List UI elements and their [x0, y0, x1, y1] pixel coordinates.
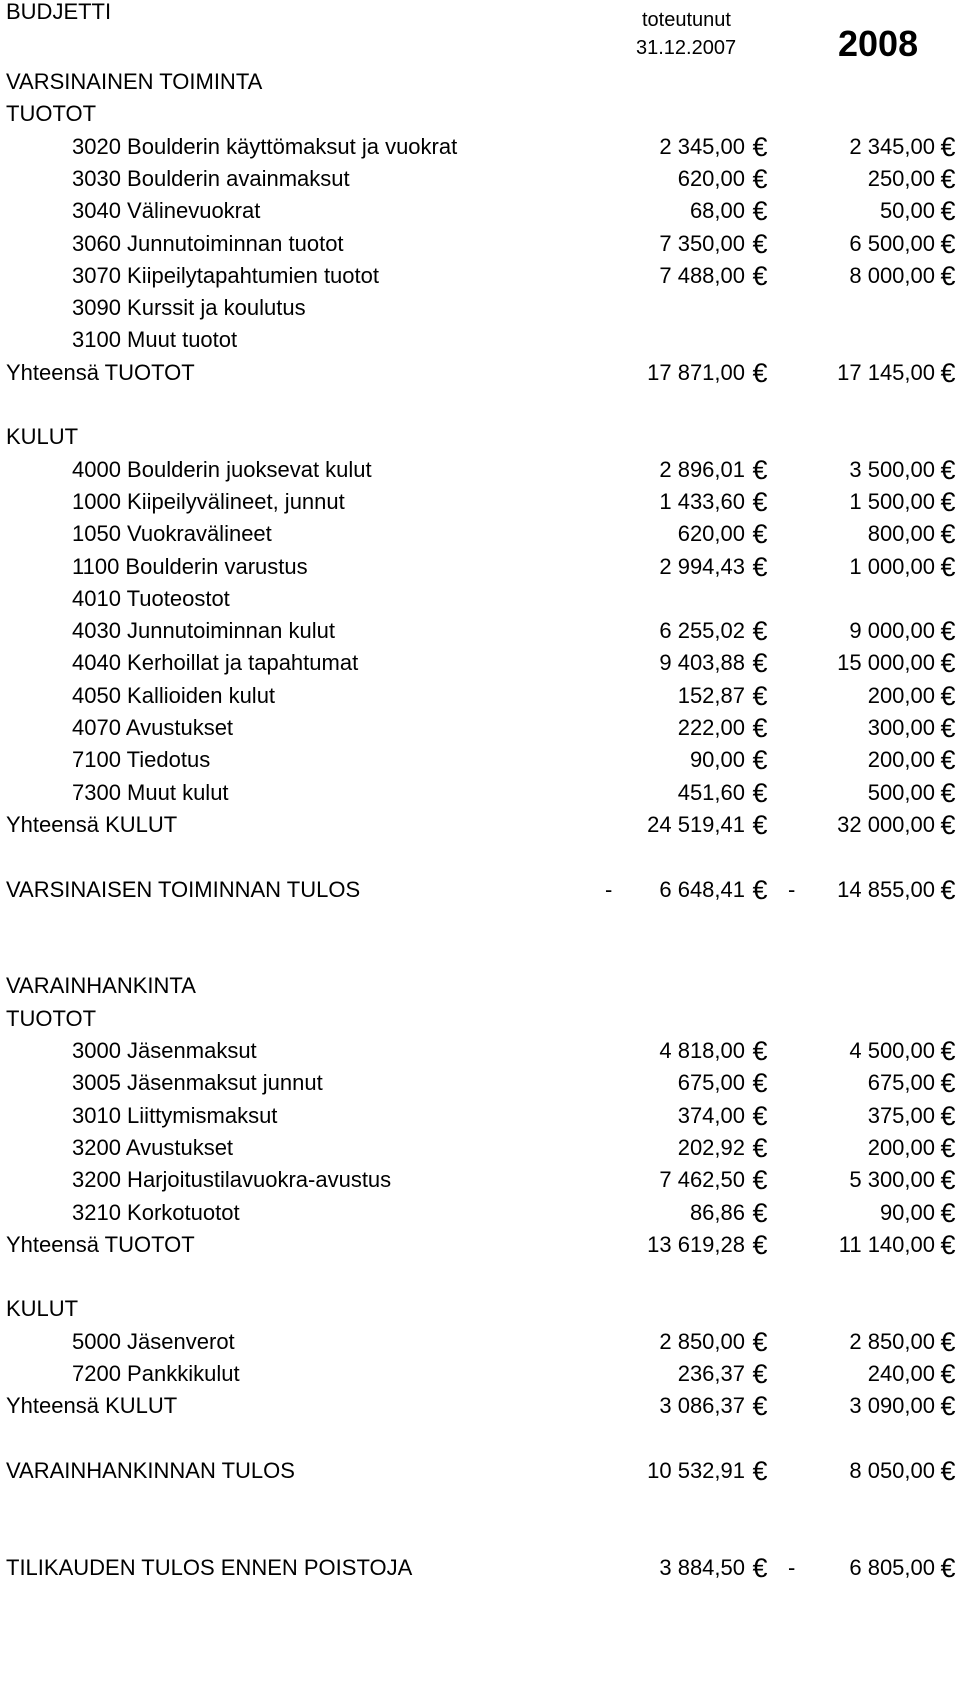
value-actual-2007: 2 345,00 [659, 133, 745, 159]
budget-row [0, 290, 960, 326]
euro-icon: € [752, 1132, 768, 1163]
budget-row [0, 581, 960, 617]
value-budget-2008: 4 500,00 [849, 1038, 935, 1063]
value-actual-2007: 675,00 [677, 1070, 745, 1096]
row-label: 3060 Junnutoiminnan tuotot [72, 230, 344, 256]
value-budget-2008: 2 345,00 [849, 133, 935, 159]
budget-row [0, 516, 960, 552]
value-budget-2008: 1 500,00 [849, 488, 935, 514]
euro-icon: € [752, 1068, 768, 1099]
negative-sign-budget: - [788, 1554, 796, 1580]
value-actual-2007: 3 086,37 [659, 1393, 745, 1419]
euro-icon: € [752, 777, 768, 808]
euro-icon: € [940, 680, 956, 711]
budget-row [0, 161, 960, 197]
value-actual-2007: 202,92 [677, 1134, 745, 1160]
value-budget-2008: 200,00 [867, 682, 935, 708]
budget-row [0, 1098, 960, 1134]
row-label: 3040 Välinevuokrat [72, 198, 261, 224]
euro-icon: € [752, 163, 768, 194]
budget-row [0, 1130, 960, 1166]
value-actual-2007: 374,00 [677, 1102, 745, 1128]
budget-row [0, 1324, 960, 1360]
value-actual-2007: 24 519,41 [647, 811, 745, 837]
value-actual-2007: 2 896,01 [659, 456, 745, 482]
euro-icon: € [752, 196, 768, 227]
euro-icon: € [940, 1036, 956, 1066]
euro-icon: € [752, 713, 768, 743]
euro-icon: € [940, 228, 956, 259]
document-title: BUDJETTI [6, 0, 112, 24]
row-label: TUOTOT [6, 101, 97, 127]
euro-icon: € [940, 1391, 956, 1422]
row-label: Yhteensä KULUT [6, 1393, 178, 1419]
budget-row [0, 1453, 960, 1489]
euro-icon: € [752, 809, 768, 840]
value-budget-2008: 8 000,00 [849, 262, 935, 288]
euro-icon: € [940, 551, 956, 582]
euro-icon: € [752, 1552, 768, 1583]
euro-icon: € [940, 648, 956, 679]
row-label: VARAINHANKINTA [6, 973, 196, 999]
euro-icon: € [940, 486, 956, 517]
euro-icon: € [752, 1036, 768, 1066]
euro-icon: € [752, 874, 768, 905]
row-label: 5000 Jäsenverot [72, 1328, 235, 1354]
negative-sign-actual: - [605, 876, 613, 902]
budget-row [0, 96, 960, 132]
row-label: VARSINAISEN TOIMINNAN TULOS [6, 876, 361, 902]
value-budget-2008: 32 000,00 [837, 811, 935, 837]
budget-row [0, 258, 960, 294]
budget-row [0, 1388, 960, 1424]
negative-sign-budget: - [788, 876, 796, 902]
budget-row [0, 742, 960, 778]
row-label: 4030 Junnutoiminnan kulut [72, 618, 335, 644]
value-actual-2007: 620,00 [677, 165, 745, 191]
value-actual-2007: 9 403,88 [659, 650, 745, 676]
euro-icon: € [940, 1132, 956, 1163]
value-actual-2007: 7 462,50 [659, 1167, 745, 1193]
row-label: Yhteensä KULUT [6, 811, 178, 837]
euro-icon: € [752, 519, 768, 550]
budget-row [0, 710, 960, 746]
row-label: 3090 Kurssit ja koulutus [72, 295, 306, 321]
row-label: 1100 Boulderin varustus [72, 553, 308, 579]
euro-icon: € [940, 809, 956, 840]
euro-icon: € [940, 131, 956, 162]
euro-icon: € [752, 1455, 768, 1486]
row-label: 4070 Avustukset [72, 715, 234, 740]
budget-row [0, 193, 960, 229]
euro-icon: € [940, 519, 956, 550]
budget-row [0, 1227, 960, 1263]
value-budget-2008: 8 050,00 [849, 1457, 935, 1483]
budget-row [0, 129, 960, 165]
euro-icon: € [752, 1359, 768, 1389]
value-budget-2008: 375,00 [867, 1102, 935, 1128]
budget-row [0, 549, 960, 585]
value-actual-2007: 222,00 [677, 715, 745, 740]
value-actual-2007: 7 350,00 [659, 230, 745, 256]
euro-icon: € [752, 454, 768, 485]
row-label: 3030 Boulderin avainmaksut [72, 165, 350, 191]
value-budget-2008: 250,00 [867, 165, 935, 191]
value-budget-2008: 200,00 [867, 747, 935, 773]
budget-row [0, 775, 960, 811]
row-label: 7300 Muut kulut [72, 779, 229, 805]
value-actual-2007: 68,00 [689, 198, 745, 224]
row-label: 4000 Boulderin juoksevat kulut [72, 456, 372, 482]
row-label: 7100 Tiedotus [72, 747, 211, 773]
value-budget-2008: 15 000,00 [837, 650, 935, 676]
row-label: 3210 Korkotuotot [72, 1199, 240, 1225]
budget-row [0, 1065, 960, 1101]
value-budget-2008: 11 140,00 [838, 1231, 935, 1257]
budget-row [0, 355, 960, 391]
budget-row [0, 452, 960, 488]
value-actual-2007: 86,86 [689, 1199, 745, 1225]
value-actual-2007: 10 532,91 [647, 1457, 745, 1483]
value-actual-2007: 1 433,60 [659, 488, 745, 514]
euro-icon: € [752, 260, 768, 291]
value-actual-2007: 236,37 [677, 1361, 745, 1386]
row-label: 4050 Kallioiden kulut [72, 682, 276, 708]
value-actual-2007: 620,00 [677, 521, 745, 547]
value-actual-2007: 13 619,28 [647, 1231, 745, 1257]
row-label: VARAINHANKINNAN TULOS [6, 1457, 295, 1483]
euro-icon: € [940, 1100, 956, 1131]
euro-icon: € [940, 1068, 956, 1099]
budget-row [0, 968, 960, 1004]
euro-icon: € [752, 131, 768, 162]
euro-icon: € [940, 713, 956, 743]
euro-icon: € [752, 486, 768, 517]
budget-row [0, 1550, 960, 1586]
row-label: 3020 Boulderin käyttömaksut ja vuokrat [72, 133, 458, 159]
row-label: 4010 Tuoteostot [72, 585, 230, 611]
euro-icon: € [752, 680, 768, 711]
budget-row [0, 872, 960, 908]
euro-icon: € [752, 616, 768, 647]
value-actual-2007: 6 648,41 [659, 876, 745, 902]
budget-row [0, 1195, 960, 1231]
euro-icon: € [752, 745, 768, 776]
value-budget-2008: 1 000,00 [849, 553, 935, 579]
value-budget-2008: 14 855,00 [837, 876, 935, 902]
row-label: Yhteensä TUOTOT [6, 359, 195, 385]
row-label: TILIKAUDEN TULOS ENNEN POISTOJA [6, 1554, 413, 1580]
row-label: TUOTOT [6, 1005, 97, 1031]
value-budget-2008: 3 090,00 [849, 1393, 935, 1419]
value-actual-2007: 7 488,00 [659, 262, 745, 288]
budget-row [0, 1291, 960, 1327]
value-budget-2008: 17 145,00 [837, 359, 935, 385]
value-actual-2007: 2 994,43 [659, 553, 745, 579]
value-budget-2008: 300,00 [867, 715, 935, 740]
column-header-actual-date: 31.12.2007 [636, 37, 737, 59]
budget-row [0, 419, 960, 455]
value-actual-2007: 6 255,02 [659, 618, 745, 644]
row-label: 3100 Muut tuotot [72, 327, 238, 353]
euro-icon: € [752, 1100, 768, 1131]
value-budget-2008: 800,00 [867, 521, 935, 547]
euro-icon: € [752, 357, 768, 388]
row-label: 3010 Liittymismaksut [72, 1102, 278, 1128]
value-actual-2007: 90,00 [689, 747, 745, 773]
budget-row [0, 645, 960, 681]
row-label: 1050 Vuokravälineet [72, 521, 272, 547]
budget-row [0, 1162, 960, 1198]
value-actual-2007: 17 871,00 [647, 359, 745, 385]
euro-icon: € [940, 1359, 956, 1389]
column-header-actual: toteutunut [642, 9, 731, 31]
euro-icon: € [940, 1455, 956, 1486]
euro-icon: € [752, 1391, 768, 1422]
budget-row [0, 322, 960, 358]
euro-icon: € [940, 163, 956, 194]
value-budget-2008: 6 500,00 [849, 230, 935, 256]
value-budget-2008: 5 300,00 [849, 1167, 935, 1193]
value-budget-2008: 9 000,00 [849, 618, 935, 644]
euro-icon: € [752, 1165, 768, 1196]
value-budget-2008: 675,00 [867, 1070, 935, 1096]
euro-icon: € [940, 260, 956, 291]
value-actual-2007: 4 818,00 [659, 1038, 745, 1063]
value-budget-2008: 50,00 [879, 198, 935, 224]
value-actual-2007: 2 850,00 [659, 1328, 745, 1354]
euro-icon: € [940, 616, 956, 647]
euro-icon: € [940, 1552, 956, 1583]
row-label: 1000 Kiipeilyvälineet, junnut [72, 488, 345, 514]
row-label: 3005 Jäsenmaksut junnut [72, 1070, 323, 1096]
column-header-budget-year: 2008 [838, 23, 919, 64]
row-label: 3070 Kiipeilytapahtumien tuotot [72, 262, 379, 288]
row-label: 3200 Harjoitustilavuokra-avustus [72, 1167, 392, 1193]
euro-icon: € [940, 1165, 956, 1196]
budget-row [0, 484, 960, 520]
budget-row [0, 1356, 960, 1392]
euro-icon: € [752, 1326, 768, 1357]
value-budget-2008: 2 850,00 [849, 1328, 935, 1354]
value-actual-2007: 3 884,50 [659, 1554, 745, 1580]
row-label: KULUT [6, 1296, 79, 1322]
budget-row [0, 678, 960, 714]
value-budget-2008: 6 805,00 [849, 1554, 935, 1580]
budget-row [0, 1033, 960, 1069]
euro-icon: € [752, 1197, 768, 1228]
row-label: 3200 Avustukset [72, 1134, 234, 1160]
row-label: 3000 Jäsenmaksut [72, 1038, 257, 1063]
euro-icon: € [940, 1229, 956, 1260]
value-budget-2008: 200,00 [867, 1134, 935, 1160]
euro-icon: € [940, 454, 956, 485]
budget-row [0, 64, 960, 100]
row-label: Yhteensä TUOTOT [6, 1231, 195, 1257]
euro-icon: € [752, 551, 768, 582]
euro-icon: € [940, 745, 956, 776]
value-actual-2007: 451,60 [677, 779, 745, 805]
value-budget-2008: 240,00 [867, 1361, 935, 1386]
budget-row [0, 613, 960, 649]
euro-icon: € [940, 874, 956, 905]
euro-icon: € [940, 777, 956, 808]
row-label: VARSINAINEN TOIMINTA [6, 69, 263, 94]
row-label: 4040 Kerhoillat ja tapahtumat [72, 650, 359, 676]
euro-icon: € [752, 648, 768, 679]
budget-row [0, 1001, 960, 1037]
euro-icon: € [940, 1326, 956, 1357]
value-budget-2008: 90,00 [879, 1199, 935, 1225]
row-label: KULUT [6, 424, 79, 450]
value-budget-2008: 500,00 [867, 779, 935, 805]
value-budget-2008: 3 500,00 [849, 456, 935, 482]
euro-icon: € [752, 1229, 768, 1260]
euro-icon: € [940, 196, 956, 227]
row-label: 7200 Pankkikulut [72, 1361, 240, 1386]
euro-icon: € [940, 357, 956, 388]
budget-row [0, 807, 960, 843]
budget-row [0, 226, 960, 262]
euro-icon: € [752, 228, 768, 259]
value-actual-2007: 152,87 [677, 682, 745, 708]
euro-icon: € [940, 1197, 956, 1228]
